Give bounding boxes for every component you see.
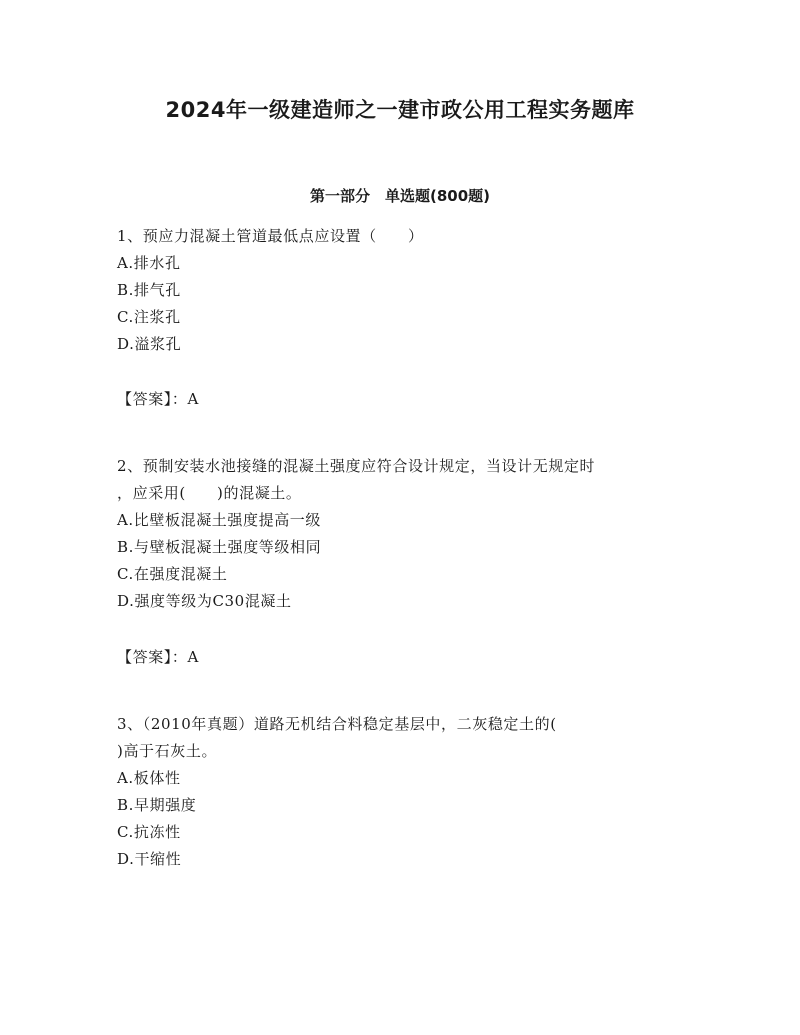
question-2	[117, 453, 697, 615]
question-stem-line-1: 3、（2010年真题）道路无机结合料稳定基层中，二灰稳定土的(	[117, 715, 557, 733]
option-d: D.干缩性	[117, 850, 182, 868]
option-b: B.与壁板混凝土强度等级相同	[117, 538, 322, 556]
section-title: 第一部分 单选题(800题)	[309, 187, 491, 205]
option-c: C.抗冻性	[117, 823, 181, 841]
answer-1: 【答案】：A	[117, 390, 199, 408]
option-a: A.排水孔	[117, 254, 181, 272]
option-c: C.注浆孔	[117, 308, 181, 326]
question-stem-line-2: ，应采用( )的混凝土。	[117, 484, 302, 502]
question-stem-line-1: 2、预制安装水池接缝的混凝土强度应符合设计规定，当设计无规定时	[117, 457, 596, 475]
question-stem-line-2: )高于石灰土。	[117, 742, 218, 760]
option-a: A.板体性	[117, 769, 181, 787]
document-title: 2024年一级建造师之一建市政公用工程实务题库	[165, 98, 635, 122]
option-b: B.早期强度	[117, 796, 197, 814]
option-b: B.排气孔	[117, 281, 181, 299]
option-d: D.强度等级为C30混凝土	[117, 592, 292, 610]
question-1	[117, 223, 697, 358]
question-stem: 1、预应力混凝土管道最低点应设置（ ）	[117, 227, 424, 245]
option-d: D.溢浆孔	[117, 335, 182, 353]
question-3	[117, 711, 697, 873]
option-a: A.比壁板混凝土强度提高一级	[117, 511, 322, 529]
option-c: C.在强度混凝土	[117, 565, 228, 583]
answer-2: 【答案】：A	[117, 648, 199, 666]
